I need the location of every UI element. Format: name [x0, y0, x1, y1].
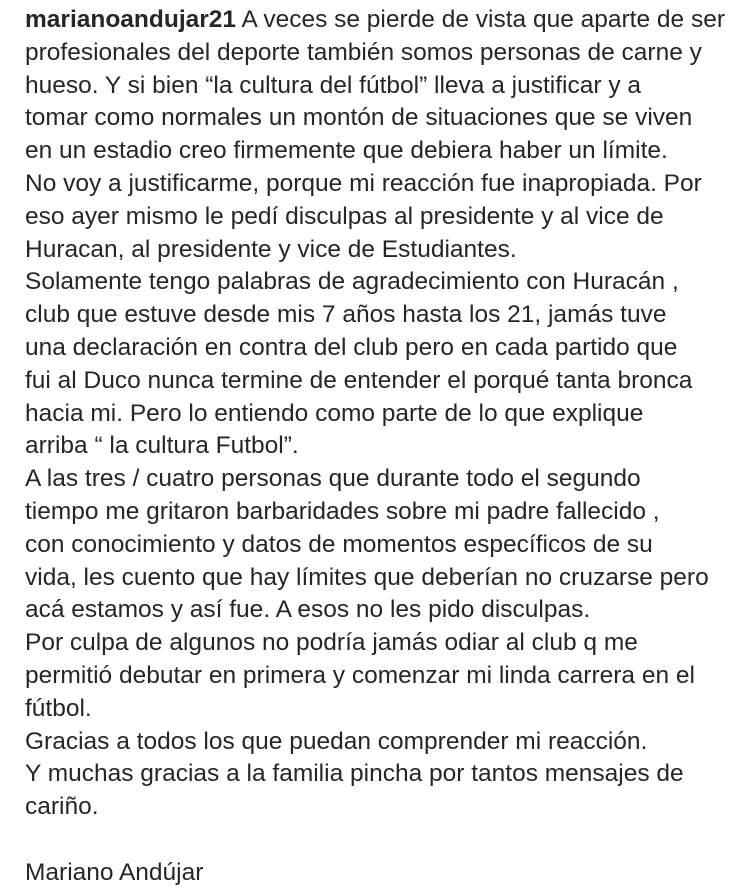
- caption-line: Y muchas gracias a la familia pincha por tantos mensajes de: [25, 760, 684, 788]
- caption-line: vida, les cuento que hay límites que deberían no cruzarse pero: [25, 563, 709, 591]
- caption-line: hacia mi. Pero lo entiendo como parte de lo que explique: [25, 399, 644, 427]
- post-caption: [25, 4, 725, 890]
- caption-line: fútbol.: [25, 694, 92, 722]
- username-link[interactable]: marianoandujar21: [25, 6, 237, 33]
- blank-line: [25, 824, 725, 857]
- caption-line: eso ayer mismo le pedí disculpas al presidente y al vice de: [25, 202, 664, 230]
- caption-line: permitió debutar en primera y comenzar mi linda carrera en el: [25, 661, 695, 689]
- caption-line: profesionales del deporte también somos personas de carne y: [25, 38, 702, 66]
- caption-line: cariño.: [25, 793, 99, 821]
- caption-line: arriba “ la cultura Futbol”.: [25, 432, 299, 460]
- caption-line: No voy a justificarme, porque mi reacción fue inapropiada. Por: [25, 169, 702, 197]
- caption-line: con conocimiento y datos de momentos específicos de su: [25, 530, 653, 558]
- caption-line: Solamente tengo palabras de agradecimiento con Huracán ,: [25, 268, 679, 296]
- caption-line: Por culpa de algunos no podría jamás odiar al club q me: [25, 629, 638, 657]
- caption-line: club que estuve desde mis 7 años hasta los 21, jamás tuve: [25, 301, 667, 329]
- caption-line: tomar como normales un montón de situaciones que se viven: [25, 104, 693, 132]
- caption-line: fui al Duco nunca termine de entender el porqué tanta bronca: [25, 366, 693, 394]
- caption-line: una declaración en contra del club pero en cada partido que: [25, 333, 678, 361]
- caption-text: A veces se pierde de vista que aparte de ser: [236, 6, 726, 33]
- caption-line: Gracias a todos los que puedan comprender mi reacción.: [25, 727, 648, 755]
- caption-line: hueso. Y si bien “la cultura del fútbol” lleva a justificar y a: [25, 71, 642, 99]
- caption-line: A las tres / cuatro personas que durante todo el segundo: [25, 465, 641, 493]
- caption-line: Huracan, al presidente y vice de Estudiantes.: [25, 235, 517, 263]
- caption-line: [25, 4, 725, 37]
- caption-line: en un estadio creo firmemente que debiera haber un límite.: [25, 137, 668, 165]
- signature: Mariano Andújar: [25, 858, 204, 886]
- caption-line: tiempo me gritaron barbaridades sobre mi padre fallecido ,: [25, 497, 660, 525]
- caption-line: acá estamos y así fue. A esos no les pido disculpas.: [25, 596, 591, 624]
